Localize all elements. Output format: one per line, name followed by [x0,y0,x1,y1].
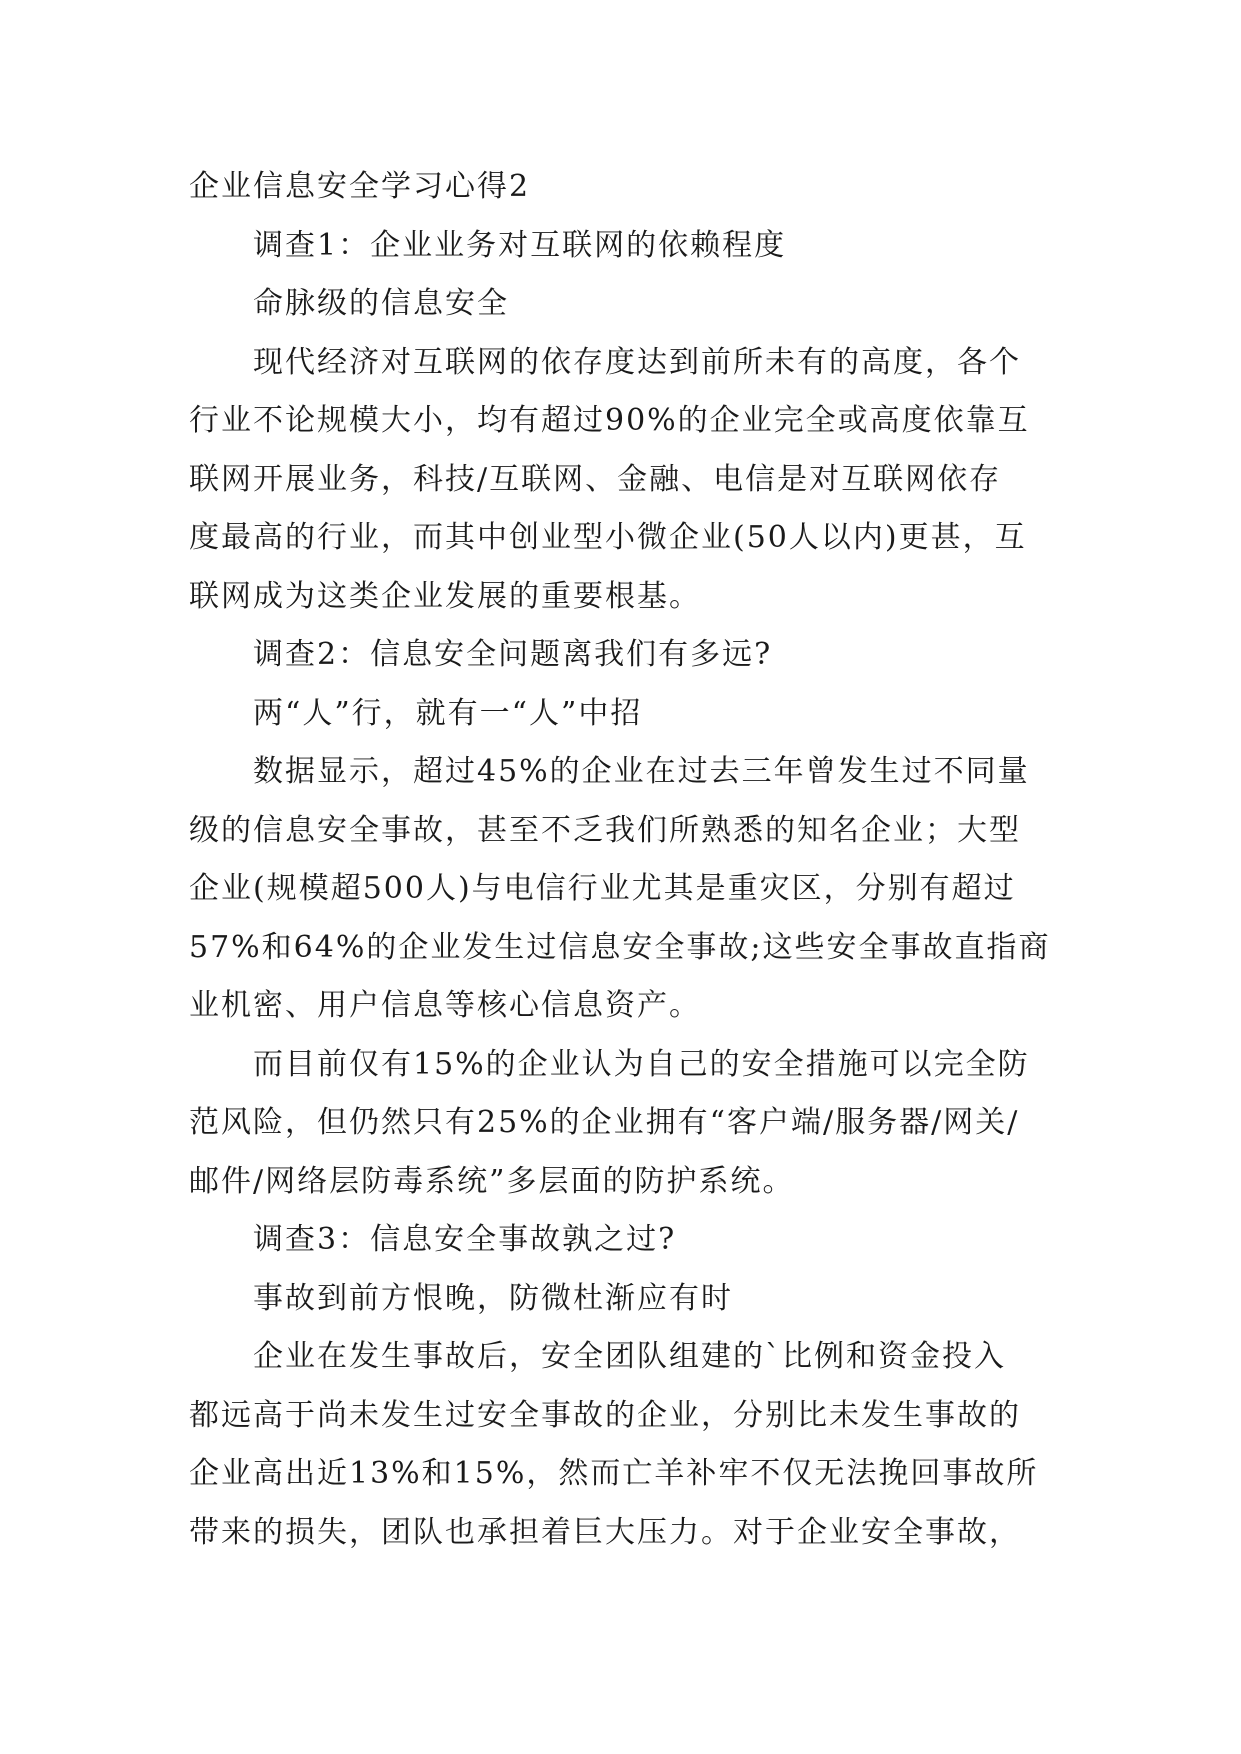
paragraph-post-incident [189,1328,1051,1562]
survey-3-heading: 调查3：信息安全事故孰之过? [253,1222,677,1257]
survey-2-subheading: 两“人”行，就有一“人”中招 [253,695,643,731]
survey-2-heading: 调查2：信息安全问题离我们有多远? [253,637,773,672]
paragraph-security-measures [189,1036,1051,1212]
paragraph-incident-data [189,743,1051,1036]
survey-1-heading: 调查1：企业业务对互联网的依赖程度 [253,227,787,263]
text-line: 行业不论规模大小，均有超过90%的企业完全或高度依靠互 [189,403,1030,438]
text-line: 范风险，但仍然只有25%的企业拥有“客户端/服务器/网关/ [189,1105,1020,1140]
text-line: 都远高于尚未发生过安全事故的企业，分别比未发生事故的 [189,1397,1021,1433]
survey-1-subheading: 命脉级的信息安全 [253,286,509,321]
text-line: 联网成为这类企业发展的重要根基。 [189,578,701,614]
survey-3-subheading: 事故到前方恨晚，防微杜渐应有时 [253,1280,733,1316]
text-line: 企业在发生事故后，安全团队组建的`比例和资金投入 [253,1339,1006,1374]
paragraph-internet-dependency [189,334,1051,627]
text-line: 企业高出近13%和15%，然而亡羊补牢不仅无法挽回事故所 [189,1456,1039,1491]
text-line: 带来的损失，团队也承担着巨大压力。对于企业安全事故， [189,1514,1021,1550]
text-line: 联网开展业务，科技/互联网、金融、电信是对互联网依存 [189,461,1002,497]
text-line: 57%和64%的企业发生过信息安全事故;这些安全事故直指商 [189,929,1051,965]
text-line: 现代经济对互联网的依存度达到前所未有的高度，各个 [253,344,1021,380]
text-line: 业机密、用户信息等核心信息资产。 [189,988,701,1023]
text-line: 级的信息安全事故，甚至不乏我们所熟悉的知名企业；大型 [189,812,1021,848]
text-line: 数据显示，超过45%的企业在过去三年曾发生过不同量 [253,754,1030,789]
document-body [189,158,1051,1562]
text-line: 度最高的行业，而其中创业型小微企业(50人以内)更甚，互 [189,520,1027,555]
text-line: 企业(规模超500人)与电信行业尤其是重灾区，分别有超过 [189,871,1016,906]
document-title: 企业信息安全学习心得2 [189,169,531,204]
text-line: 而目前仅有15%的企业认为自己的安全措施可以完全防 [253,1046,1030,1082]
text-line: 邮件/网络层防毒系统”多层面的防护系统。 [189,1163,795,1199]
